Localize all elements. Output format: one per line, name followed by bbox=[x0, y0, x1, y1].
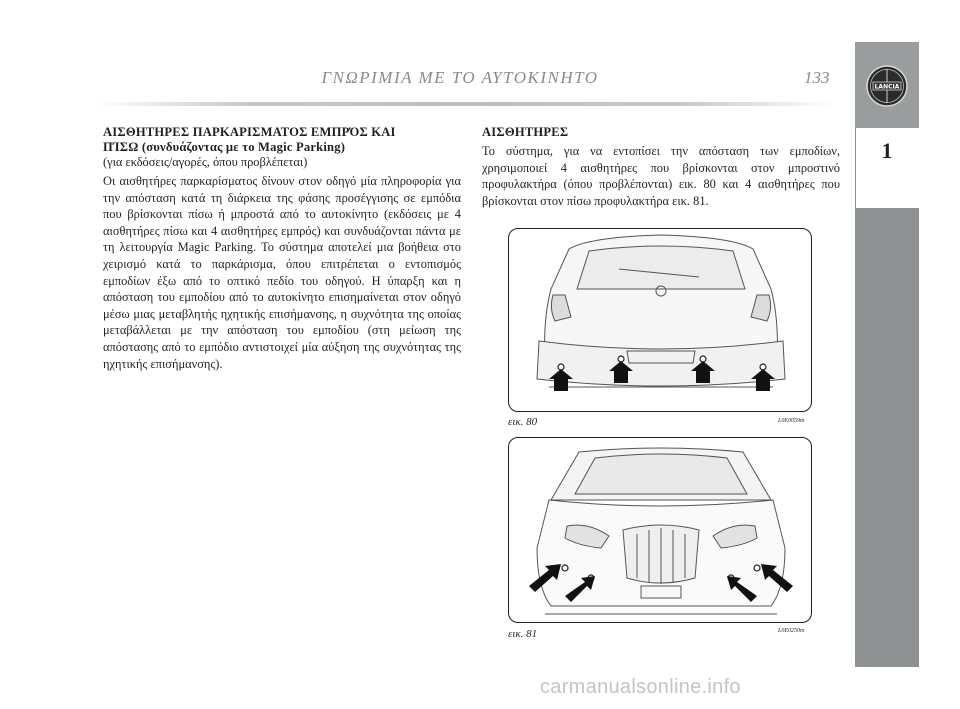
lancia-logo-icon bbox=[865, 64, 909, 108]
figure-81-caption: εικ. 81 bbox=[508, 628, 538, 640]
sensors-heading: ΑΙΣΘΗΤΗΡΕΣ bbox=[482, 125, 569, 139]
car-front-illustration bbox=[509, 438, 812, 623]
parking-sensors-body: Οι αισθητήρες παρκαρίσματος δίνουν στον οδηγό μία πληροφορία για την απόσταση κατά τη διάρκεια της φάσης προσέγγισης σε εμπόδια που βρίσκονται πίσω ή μπροστά από το αυτοκίνητο (εκδόσεις με 4 αισθητήρες πίσω και 4 αισθητήρες εμπρός) και συνδυάζονται πάντα με τη λειτουργία Magic Parking. Το σύστημα αποτελεί μια βοήθεια στο χειρισμό κατά το παρκάρισμα, όπου επιτρέπεται ο εντοπισμός εμποδίων έξω από το οπτικό πεδίο του οδηγού. Η ύπαρξη και η απόσταση του εμποδίου από το αυτοκίνητο επισημαίνεται στον οδηγό μέσω μιας μεταβλητής ηχητικής επισήμανσης, η συχνότητα της οποίας μεταβάλλεται με την απόσταση του εμποδίου (στη μείωση της απόστασης από το εμπόδιο αντιστοιχεί μία αύξηση της συχνότητας της ηχητικής επισήμανσης). bbox=[103, 174, 461, 371]
figure-80-rear-sensors bbox=[508, 228, 812, 412]
figure-80-code: L0E0059m bbox=[778, 418, 805, 424]
chapter-number: 1 bbox=[881, 138, 893, 163]
parking-sensors-heading-line2: ΠΊΣΩ (συνδυάζοντας με το Magic Parking) bbox=[103, 140, 346, 154]
watermark-text: carmanualsonline.info bbox=[540, 676, 741, 698]
page-number: 133 bbox=[804, 68, 830, 87]
figure-81-front-sensors bbox=[508, 437, 812, 623]
car-rear-illustration bbox=[509, 229, 812, 412]
parking-sensors-heading-line1: ΑΙΣΘΗΤΗΡΕΣ ΠΑΡΚΑΡΙΣΜΑΤΟΣ ΕΜΠΡΌΣ ΚΑΙ bbox=[103, 125, 396, 139]
header-rule bbox=[95, 102, 835, 106]
sensors-body: Το σύστημα, για να εντοπίσει την απόσταση των εμποδίων, χρησιμοποιεί 4 αισθητήρες που βρίσκονται στον μπροστινό προφυλακτήρα (όπου προβλέπονται) εικ. 80 και 4 αισθητήρες που βρίσκονται στον πίσω προφυλακτήρα εικ. 81. bbox=[482, 144, 840, 208]
availability-note: (για εκδόσεις/αγορές, όπου προβλέπεται) bbox=[103, 155, 308, 169]
left-column bbox=[103, 125, 461, 372]
figure-81-code: L0E0250m bbox=[778, 628, 805, 634]
chapter-side-tab bbox=[855, 42, 919, 667]
right-column bbox=[482, 125, 840, 209]
figure-80-caption: εικ. 80 bbox=[508, 416, 538, 428]
page-header-title: ΓΝΩΡΙΜΙΑ ΜΕ ΤΟ ΑΥΤΟΚΙΝΗΤΟ bbox=[321, 68, 599, 87]
logo-lettering: LANCIA bbox=[874, 83, 900, 91]
brand-logo-box bbox=[855, 42, 919, 128]
